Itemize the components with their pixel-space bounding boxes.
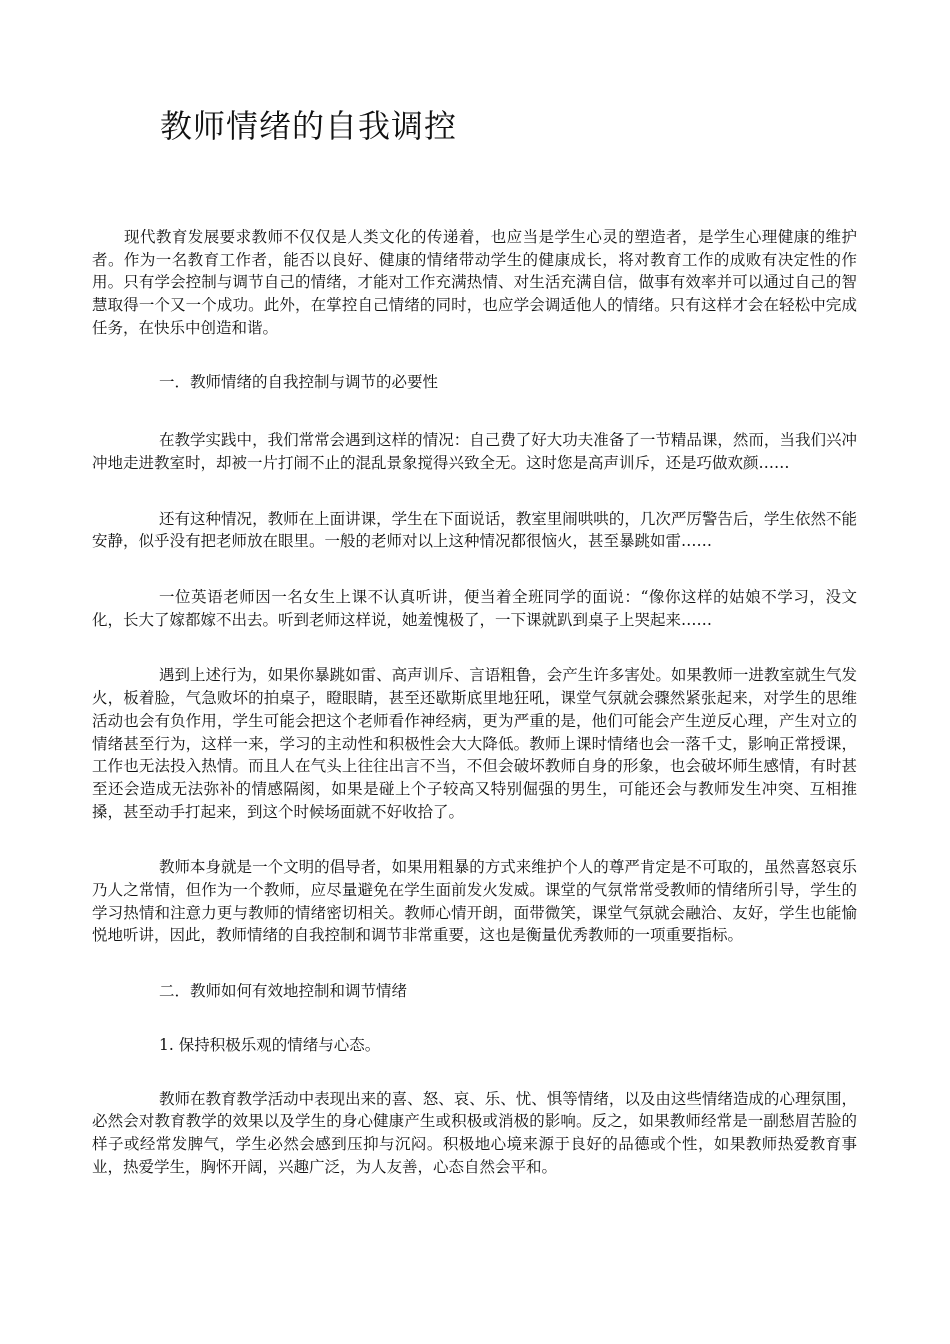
section-1-paragraph-4: 遇到上述行为，如果你暴跳如雷、高声训斥、言语粗鲁，会产生许多害处。如果教师一进教室就生气发火，板着脸，气急败坏的拍桌子，瞪眼睛，甚至还歇斯底里地狂吼，课堂气氛就会骤然紧张起来，对学生的思维活动也会有负作用，学生可能会把这个老师看作神经病，更为严重的是，他们可能会产生逆反心理，产生对立的情绪甚至行为，这样一来，学习的主动性和积极性会大大降低。教师上课时情绪也会一落千丈，影响正常授课，工作也无法投入热情。而且人在气头上往往出言不当，不但会破坏教师自身的形象，也会破坏师生感情，有时甚至还会造成无法弥补的情感隔阂，如果是碰上个子较高又特别倔强的男生，可能还会与教师发生冲突、互相推搡，甚至动手打起来，到这个时候场面就不好收拾了。 [92,666,857,821]
intro-paragraph: 现代教育发展要求教师不仅仅是人类文化的传递着，也应当是学生心灵的塑造者，是学生心理健康的维护者。作为一名教育工作者，能否以良好、健康的情绪带动学生的健康成长，将对教育工作的成败有决定性的作用。只有学会控制与调节自己的情绪，才能对工作充满热情、对生活充满自信，做事有效率并可以通过自己的智慧取得一个又一个成功。此外，在掌控自己情绪的同时，也应学会调适他人的情绪。只有这样才会在轻松中完成任务，在快乐中创造和谐。 [92,228,857,337]
section-2-subheading: 1. 保持积极乐观的情绪与心态。 [159,1035,381,1054]
section-1-paragraph-2: 还有这种情况，教师在上面讲课，学生在下面说话，教室里闹哄哄的，几次严厉警告后，学生依然不能安静，似乎没有把老师放在眼里。一般的老师对以上这种情况都很恼火，甚至暴跳如雷…… [92,509,857,551]
section-1-paragraph-3: 一位英语老师因一名女生上课不认真听讲，便当着全班同学的面说：“像你这样的姑娘不学习，没文化，长大了嫁都嫁不出去。听到老师这样说，她羞愧极了，一下课就趴到桌子上哭起来…… [92,588,857,629]
section-1-heading: 一．教师情绪的自我控制与调节的必要性 [159,372,439,391]
section-1-paragraph-1: 在教学实践中，我们常常会遇到这样的情况：自己费了好大功夫准备了一节精品课，然而，当我们兴冲冲地走进教室时，却被一片打闹不止的混乱景象搅得兴致全无。这时您是高声训斥，还是巧做欢颜…… [92,431,857,472]
document-title: 教师情绪的自我调控 [160,107,458,145]
section-2-paragraph-1: 教师在教育教学活动中表现出来的喜、怒、哀、乐、忧、惧等情绪，以及由这些情绪造成的心理氛围，必然会对教育教学的效果以及学生的身心健康产生或积极或消极的影响。反之，如果教师经常是一副愁眉苦脸的样子或经常发脾气，学生必然会感到压抑与沉闷。积极地心境来源于良好的品德或个性，如果教师热爱教育事业，热爱学生，胸怀开阔，兴趣广泛，为人友善，心态自然会平和。 [92,1089,857,1176]
section-2-heading: 二．教师如何有效地控制和调节情绪 [159,982,408,1001]
document-body [92,226,857,1178]
section-1-paragraph-5: 教师本身就是一个文明的倡导者，如果用粗暴的方式来维护个人的尊严肯定是不可取的，虽然喜怒哀乐乃人之常情，但作为一个教师，应尽量避免在学生面前发火发威。课堂的气氛常常受教师的情绪所引导，学生的学习热情和注意力更与教师的情绪密切相关。教师心情开朗，面带微笑，课堂气氛就会融洽、友好，学生也能愉悦地听讲，因此，教师情绪的自我控制和调节非常重要，这也是衡量优秀教师的一项重要指标。 [92,858,857,945]
